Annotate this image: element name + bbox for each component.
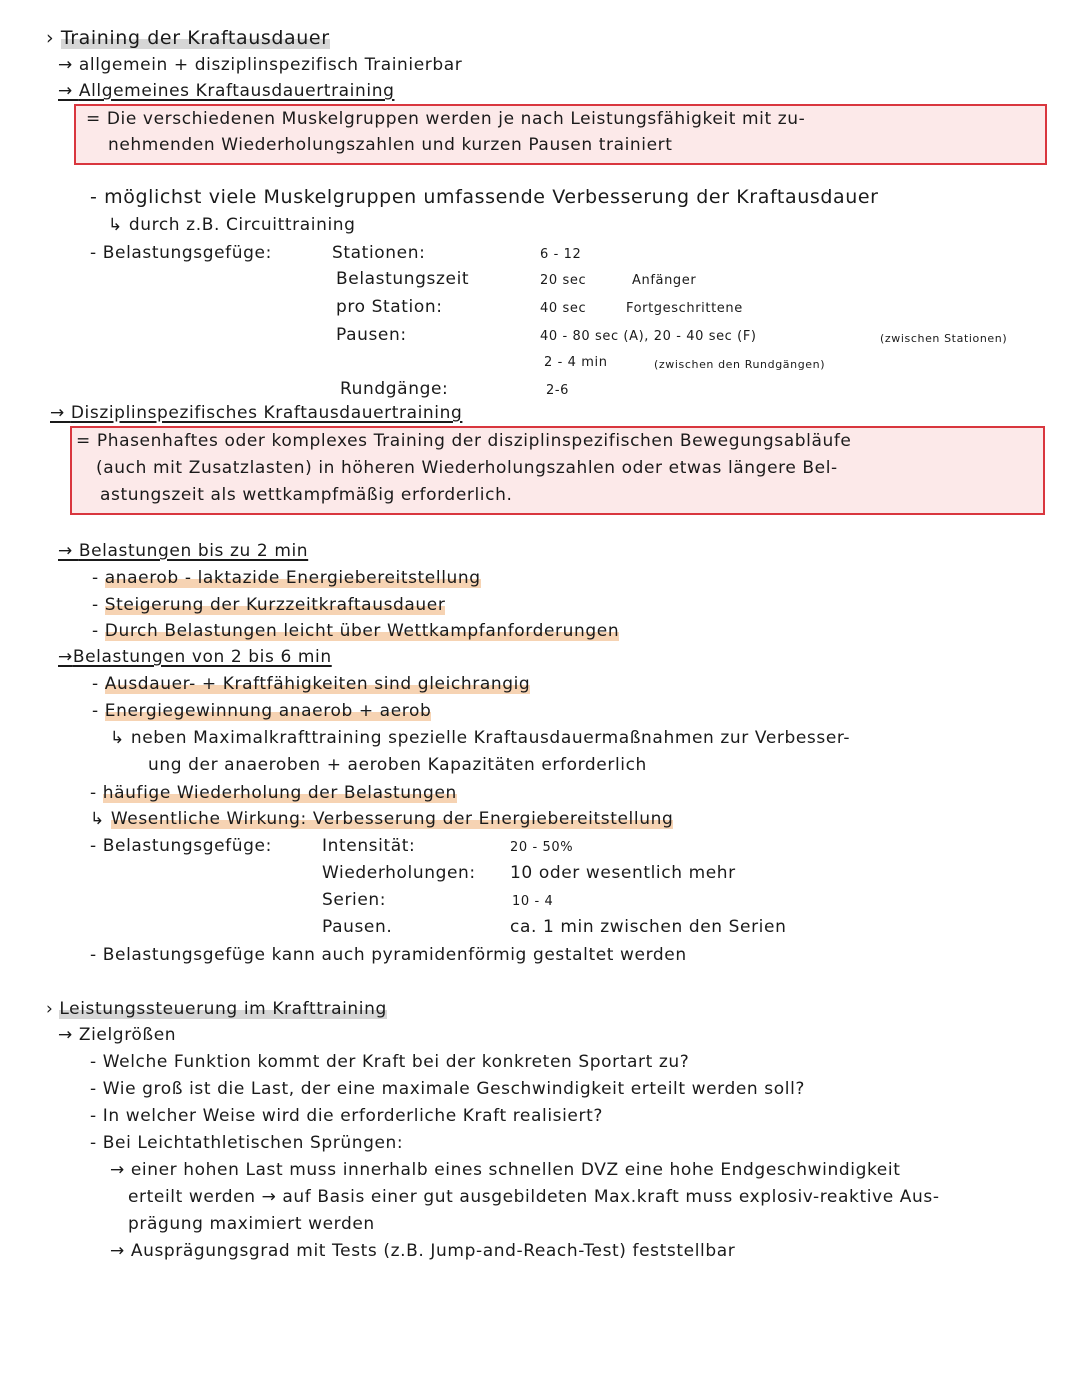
line-maximalkrafttraining-2: ung der anaeroben + aeroben Kapazitäten erforderlich [148,755,647,775]
question-funktion: - Welche Funktion kommt der Kraft bei der konkreten Sportart zu? [90,1052,690,1072]
line-maximalkrafttraining-1: ↳ neben Maximalkrafttraining spezielle Kraftausdauermaßnahmen zur Verbesser- [110,728,851,748]
line-energiegewinnung: - Energiegewinnung anaerob + aerob [92,701,432,721]
value-pausen-rundgaenge: 2 - 4 min [544,355,608,370]
box2-line-1: = Phasenhaftes oder komplexes Training der disziplinspezifischen Bewegungsabläufe [76,431,852,451]
label-belastungszeit: Belastungszeit [336,269,470,289]
label-belastungsgefuege-2: - Belastungsgefüge: [90,836,272,856]
subheading-zielgroessen: → Zielgrößen [58,1025,177,1045]
line-haeufige-wiederholung: - häufige Wiederholung der Belastungen [90,783,457,803]
line-anaerob-laktazid: - anaerob - laktazide Energiebereitstellung [92,568,481,588]
line-gleichrangig: - Ausdauer- + Kraftfähigkeiten sind gleichrangig [92,674,531,694]
line-wesentliche-wirkung: ↳ Wesentliche Wirkung: Verbesserung der Energiebereitstellung [90,809,674,829]
note-zwischen-stationen: (zwischen Stationen) [880,332,1008,345]
line-circuittraining: ↳ durch z.B. Circuittraining [108,215,356,235]
value-pausen-serien: ca. 1 min zwischen den Serien [510,917,787,937]
label-fortgeschrittene: Fortgeschrittene [626,301,743,316]
value-stationen: 6 - 12 [540,247,582,262]
line-allgemein: → allgemein + disziplinspezifisch Trainierbar [58,55,463,75]
line-durch-belastungen: - Durch Belastungen leicht über Wettkampfanforderungen [92,621,620,641]
line-hohe-last-3: prägung maximiert werden [128,1214,375,1234]
label-stationen: Stationen: [332,243,426,263]
label-pausen-1: Pausen: [336,325,407,345]
box1-line-2: nehmenden Wiederholungszahlen und kurzen Pausen trainiert [108,135,673,155]
line-auspraegungsgrad: → Ausprägungsgrad mit Tests (z.B. Jump-and-Reach-Test) feststellbar [110,1241,736,1261]
subheading-disziplinspezifisch: → Disziplinspezifisches Kraftausdauertraining [50,403,463,423]
line-hohe-last-1: → einer hohen Last muss innerhalb eines schnellen DVZ eine hohe Endgeschwindigkeit [110,1160,901,1180]
value-bz-fortgeschrittene: 40 sec [540,301,587,316]
value-intensitaet: 20 - 50% [510,840,574,855]
section-heading-kraftausdauer: › Training der Kraftausdauer [46,27,330,49]
subheading-bis-2-min: → Belastungen bis zu 2 min [58,541,309,561]
line-muskelgruppen: - möglichst viele Muskelgruppen umfassende Verbesserung der Kraftausdauer [90,186,879,208]
label-serien: Serien: [322,890,387,910]
line-hohe-last-2: erteilt werden → auf Basis einer gut ausgebildeten Max.kraft muss explosiv-reaktive Aus- [128,1187,940,1207]
label-rundgaenge: Rundgänge: [340,379,449,399]
box2-line-3: astungszeit als wettkampfmäßig erforderlich. [100,485,513,505]
subheading-allgemeines: → Allgemeines Kraftausdauertraining [58,81,395,101]
box2-line-2: (auch mit Zusatzlasten) in höheren Wiederholungszahlen oder etwas längere Bel- [96,458,838,478]
value-rundgaenge: 2-6 [546,383,570,398]
label-pausen-2: Pausen. [322,917,393,937]
label-belastungsgefuege-1: - Belastungsgefüge: [90,243,272,263]
box1-line-1: = Die verschiedenen Muskelgruppen werden je nach Leistungsfähigkeit mit zu- [86,109,806,129]
line-steigerung: - Steigerung der Kurzzeitkraftausdauer [92,595,446,615]
question-last: - Wie groß ist die Last, der eine maximale Geschwindigkeit erteilt werden soll? [90,1079,806,1099]
note-zwischen-rundgaengen: (zwischen den Rundgängen) [654,358,826,371]
label-intensitaet: Intensität: [322,836,416,856]
line-pyramidenfoermig: - Belastungsgefüge kann auch pyramidenförmig gestaltet werden [90,945,687,965]
value-pausen-stationen: 40 - 80 sec (A), 20 - 40 sec (F) [540,329,757,344]
label-wiederholungen: Wiederholungen: [322,863,476,883]
value-bz-anfaenger: 20 sec [540,273,587,288]
label-anfaenger: Anfänger [632,273,697,288]
section-heading-leistungssteuerung: › Leistungssteuerung im Krafttraining [46,999,387,1019]
subheading-2-bis-6-min: →Belastungen von 2 bis 6 min [58,647,332,667]
question-weise: - In welcher Weise wird die erforderliche Kraft realisiert? [90,1106,603,1126]
label-pro-station: pro Station: [336,297,443,317]
value-wiederholungen: 10 oder wesentlich mehr [510,863,736,883]
value-serien: 10 - 4 [512,894,554,909]
line-leichtathletische-spruenge: - Bei Leichtathletischen Sprüngen: [90,1133,404,1153]
